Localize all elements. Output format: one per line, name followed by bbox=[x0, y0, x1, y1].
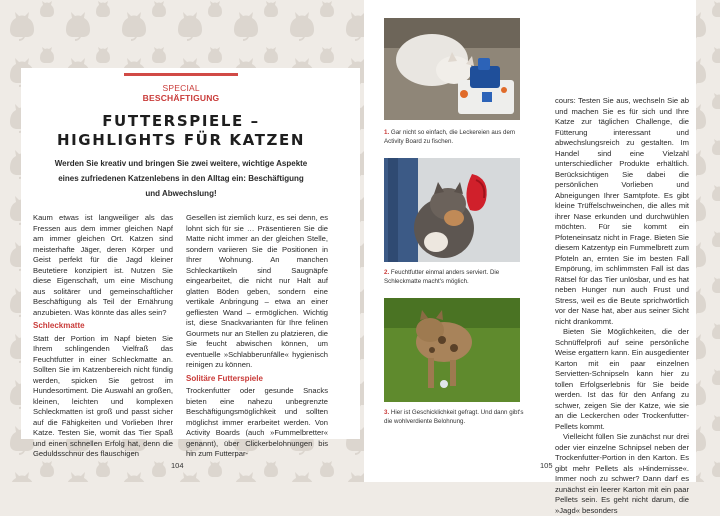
caption-text: Hier ist Geschicklichkeit gefragt. Und dann gibt's die wohlverdiente Belohnung. bbox=[384, 409, 524, 425]
body-paragraph: Vielleicht füllen Sie zunächst nur drei oder vier einzelne Schnipsel neben der Trockenfutter-Portion in den Karton. Es gibt mehr Pellets als »Hindernisse«. Immer noch zu schwer? Dann darf es zunächst ein leerer Karton mit ein paar Pellets sein. Es geht nicht darum, die »Jagd« besonders bbox=[555, 432, 689, 515]
caption-text: Feuchtfutter einmal anders serviert. Die Schleckmatte macht's möglich. bbox=[384, 269, 500, 285]
photo-caption bbox=[384, 408, 524, 426]
photo-cat-lick-mat bbox=[384, 158, 520, 262]
section-label-topic: BESCHÄFTIGUNG bbox=[142, 93, 220, 103]
page-number-right: 105 bbox=[540, 461, 553, 470]
lead-paragraph: Werden Sie kreativ und bringen Sie zwei weitere, wichtige Aspekte eines zufriedenen Katzenlebens in den Alltag ein: Beschäftigung und Abwechslung! bbox=[54, 159, 308, 198]
text-column-3 bbox=[555, 96, 689, 516]
body-paragraph: Statt der Portion im Napf bieten Sie Ihrem schlingenden Vielfraß das Feuchtfutter in einer Schleckmatte an. Sollten Sie im Katzenbereich nicht fündig werden, spicken Sie getrost im Hundesortiment. Die Auswahl an großen, kleinen, leichten und komplexen Schleckmatten ist groß und passt sicher auf die Fähigkeiten und Vorlieben Ihrer Katze. Testen Sie, womit das Tier Spaß und einen schnellen Erfolg hat, denn die Geduldsschnur des flauschigen bbox=[33, 333, 173, 458]
body-paragraph: Gesellen ist ziemlich kurz, es sei denn, es lohnt sich für sie … Präsentieren Sie die Matte nicht immer an der gleichen Stelle, sondern variieren Sie die Positionen in Ihrer Wohnung. An manchen Schleckartikeln sind Saugnäpfe eingearbeitet, die nicht nur Halt auf glatten Böden geben, sondern eine vertikale Anbringung – etwa an einer gefliesten Wand – ermöglichen. Wichtig ist, diese Snackvarianten für Ihre felinen Gourmets nur an Stellen zu platzieren, die Sie feucht abwischen können, um eventuelle »Schlabberunfälle« hygienisch reinigen zu können. bbox=[186, 213, 328, 369]
text-column-1 bbox=[33, 213, 173, 460]
caption-number: 1. bbox=[384, 129, 390, 136]
photo-cat-on-grass bbox=[384, 298, 520, 402]
section-label-prefix: SPECIAL bbox=[162, 83, 200, 93]
body-paragraph: cours: Testen Sie aus, wechseln Sie ab und machen Sie es für sich und Ihre Katze zur täglichen Challenge, die Fütterung interessant und abwechslungsreich zu gestalten. Im Handel sind eine Vielzahl unterschiedlicher Produkte erhältlich. Berücksichtigen Sie dabei die persönlichen Vorlieben und Abneigungen Ihrer Samtpfote. Es gibt kleine Trüffelschweinchen, die alles mit ihrer Nase erkunden und durchwühlen möchten. Für sie kommt ein Pfoteneinsatz nicht in Frage. Bieten Sie diesem Katzentyp ein Fummelbrett zum Pfoteln an, ernten Sie im besten Fall Empörung, im schlimmsten Fall ist das Rätsel für das Tier unlösbar, und es hat neben Hunger nun auch Frust und Stress, weil es die Beute sprichwörtlich vor der Nase hat, aber aus seiner Sicht nicht drankommt. bbox=[555, 96, 689, 326]
subheading-solitaere-futterspiele: Solitäre Futterspiele bbox=[186, 373, 263, 383]
headline-line-1: FUTTERSPIELE – bbox=[102, 112, 260, 130]
page-number-left: 104 bbox=[171, 461, 184, 470]
photo-caption bbox=[384, 128, 524, 146]
subheading-schleckmatte: Schleckmatte bbox=[33, 321, 85, 330]
text-column-2 bbox=[186, 213, 328, 460]
photo-cat-activity-board bbox=[384, 18, 520, 120]
caption-number: 2. bbox=[384, 269, 390, 276]
body-paragraph: Bieten Sie Möglichkeiten, die der Schnüffelprofi auf seine persönliche Weise ergattern kann. Ein ausgedienter Karton mit ein paar einzelnen Servietten-Schnipseln kann hier zu tollen Erfolgserlebnis für Sie beide werden. Ist das für den Anfang zu schwer, zeigen Sie der Katze, wie sie an die Leckerchen oder Trockenfutter-Pellets kommt. bbox=[555, 327, 689, 431]
article-headline bbox=[40, 112, 322, 150]
caption-number: 3. bbox=[384, 409, 390, 416]
section-label bbox=[124, 83, 238, 103]
intro-paragraph: Kaum etwas ist langweiliger als das Fressen aus dem immer gleichen Napf am immer gleichen Ort. Katzen sind meisterhafte Jäger, deren Körper und Geist perfekt für die Jagd kleiner Beutetiere konzipiert ist. Nutzen Sie diese Eigenschaft, um eine Mischung aus solitärer und gemeinschaftlicher Beschäftigung als Teil der Ernährung anzubieten. Was könnte das alles sein? bbox=[33, 213, 173, 317]
caption-text: Gar nicht so einfach, die Leckereien aus dem Activity Board zu fischen. bbox=[384, 129, 516, 145]
body-paragraph: Trockenfutter oder gesunde Snacks bieten eine nahezu unbegrenzte Beschäftigungsmöglichkeit und sollten möglichst immer erarbeitet werden. Von Activity Boards (auch »Fummelbretter« genannt), über Clickerbelohnungen bis hin zum Futterpar- bbox=[186, 386, 328, 458]
photo-caption bbox=[384, 268, 524, 286]
section-accent-bar bbox=[124, 73, 238, 76]
headline-line-2: HIGHLIGHTS FÜR KATZEN bbox=[56, 131, 306, 149]
